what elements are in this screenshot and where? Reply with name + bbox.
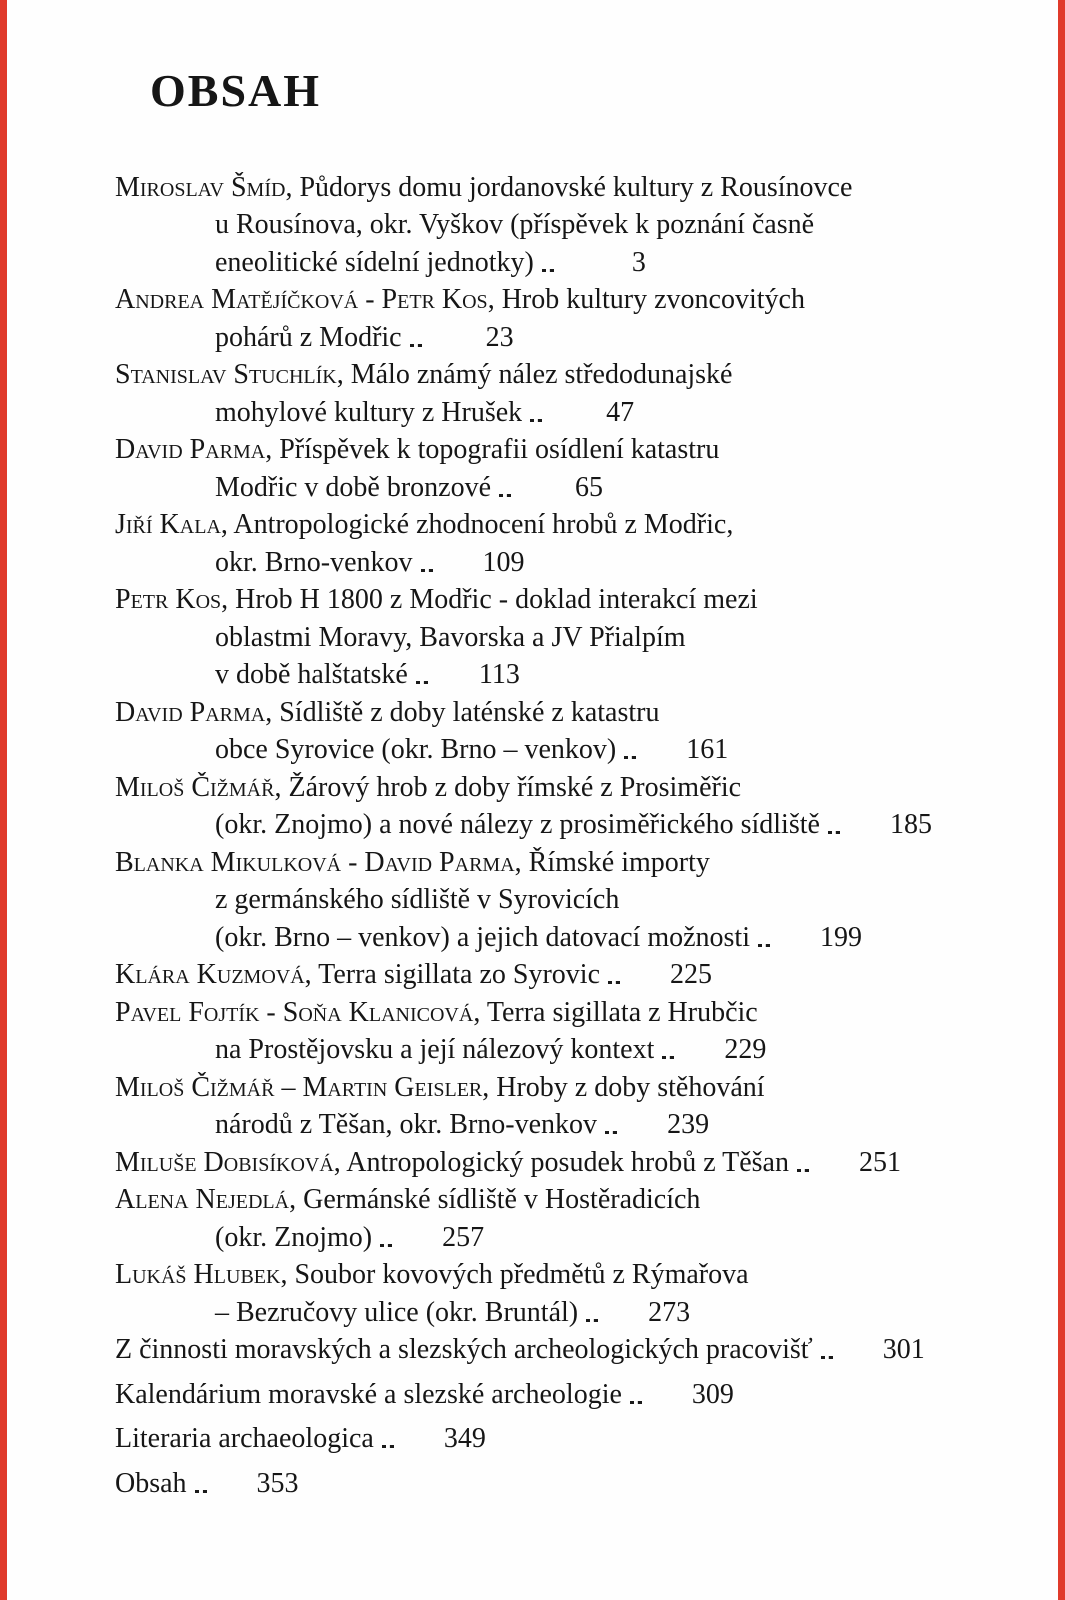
toc-line <box>115 879 963 917</box>
title-text: – Bezručovy ulice (okr. Bruntál) <box>215 1296 579 1328</box>
page-number: 229 <box>724 1034 767 1065</box>
author-name: Miroslav Šmíd <box>115 171 286 203</box>
title-text: , Hrob kultury zvoncovitých <box>487 284 805 315</box>
page-number: 239 <box>667 1109 710 1140</box>
title-text: (okr. Brno – venkov) a jejich datovací možnosti <box>215 921 750 953</box>
toc-line <box>115 204 963 242</box>
page-number: 309 <box>691 1378 734 1410</box>
toc-line-text <box>115 659 408 691</box>
toc-entry <box>115 1418 963 1456</box>
dot-leader <box>499 494 511 497</box>
toc-entry <box>115 429 963 504</box>
toc-line-text <box>115 997 758 1029</box>
title-text: u Rousínova, okr. Vyškov (příspěvek k poznání časně <box>215 209 815 240</box>
title-text: , Antropologické zhodnocení hrobů z Modřic, <box>220 509 734 540</box>
author-name: Andrea Matějíčková - Petr Kos <box>115 284 488 315</box>
toc-line-text <box>115 1222 372 1254</box>
toc-line-text <box>115 959 600 991</box>
toc-line <box>115 1179 963 1217</box>
toc-line-text <box>115 884 619 916</box>
dot-leader <box>828 831 840 834</box>
title-text: Modřic v době bronzové <box>215 471 492 503</box>
dot-leader <box>586 1319 598 1322</box>
toc-line <box>115 691 963 729</box>
toc-entry <box>115 841 963 954</box>
toc-line <box>115 316 963 354</box>
toc-entry <box>115 504 963 579</box>
toc-line-text <box>115 434 719 466</box>
dot-leader <box>542 269 554 272</box>
page-title: OBSAH <box>150 65 322 116</box>
dot-leader <box>608 981 620 984</box>
toc-line <box>115 1104 963 1142</box>
author-name: David Parma <box>115 696 266 728</box>
title-text: , Málo známý nález středodunajské <box>336 359 733 390</box>
toc-line-text <box>115 1184 700 1216</box>
toc-line-text <box>115 1147 789 1179</box>
page-number: 185 <box>889 809 932 840</box>
toc-entry <box>115 354 963 429</box>
toc-line <box>115 654 963 692</box>
title-text: , Hroby z doby stěhování <box>482 1071 765 1103</box>
toc-line <box>115 729 963 767</box>
toc-line-text <box>115 1297 578 1329</box>
dot-leader <box>380 1244 392 1247</box>
title-text: , Sídliště z doby laténské z katastru <box>265 696 660 728</box>
title-text: na Prostějovsku a její nálezový kontext <box>215 1034 655 1065</box>
title-text: oblastmi Moravy, Bavorska a JV Přialpím <box>215 621 686 653</box>
dot-leader <box>758 944 770 947</box>
toc-line <box>115 1291 963 1329</box>
toc-line <box>115 166 963 204</box>
toc-entry <box>115 166 963 279</box>
title-text: v době halštatské <box>215 659 408 690</box>
author-name: Klára Kuzmová <box>115 959 305 990</box>
toc-line <box>115 1254 963 1292</box>
title-text: , Germánské sídliště v Hostěradicích <box>289 1184 701 1215</box>
page-number: 273 <box>648 1296 691 1328</box>
page-number: 3 <box>631 246 646 278</box>
author-name: Alena Nejedlá <box>115 1184 290 1215</box>
author-name: Jiří Kala <box>115 509 221 540</box>
toc-line-text <box>115 847 710 879</box>
toc-line <box>115 766 963 804</box>
toc-line <box>115 1418 963 1456</box>
page-number: 251 <box>858 1146 901 1178</box>
page-number: 225 <box>670 959 712 990</box>
toc-line-text <box>115 397 522 429</box>
title-text: , Římské importy <box>514 846 710 878</box>
toc-line-text <box>115 1379 622 1411</box>
toc-line-text <box>115 697 659 729</box>
toc-entry <box>115 691 963 766</box>
title-text: eneolitické sídelní jednotky) <box>215 246 534 278</box>
toc-line <box>115 579 963 617</box>
toc-line <box>115 354 963 392</box>
title-text: , Příspěvek k topografii osídlení katastru <box>265 434 720 465</box>
dot-leader <box>410 344 422 347</box>
title-text: Obsah <box>115 1467 187 1499</box>
author-name: Petr Kos <box>115 584 222 615</box>
title-text: , Terra sigillata z Hrubčic <box>473 996 758 1028</box>
author-name: David Parma <box>115 434 266 465</box>
toc-line-text <box>115 1334 813 1366</box>
toc-line <box>115 991 963 1029</box>
author-name: Stanislav Stuchlík <box>115 359 337 390</box>
toc-entry <box>115 1254 963 1329</box>
title-text: (okr. Znojmo) <box>215 1221 373 1253</box>
dot-leader <box>421 569 433 572</box>
title-text: (okr. Znojmo) a nové nálezy z prosiměřického sídliště <box>215 809 820 840</box>
dot-leader <box>605 1131 617 1134</box>
title-text: , Půdorys domu jordanovské kultury z Rousínovce <box>285 171 853 203</box>
title-text: , Antropologický posudek hrobů z Těšan <box>333 1146 789 1178</box>
toc-line-text <box>115 734 616 766</box>
toc-entry <box>115 766 963 841</box>
toc-line-text <box>115 1034 654 1066</box>
toc-line <box>115 841 963 879</box>
toc-line <box>115 1066 963 1104</box>
page-number: 109 <box>482 546 525 578</box>
title-text: , Hrob H 1800 z Modřic - doklad interakcí mezi <box>221 584 758 615</box>
title-text: pohárů z Modřic <box>215 321 402 353</box>
toc-line <box>115 466 963 504</box>
toc-entry <box>115 991 963 1066</box>
toc-line <box>115 1329 963 1367</box>
toc-line <box>115 1462 963 1500</box>
author-name: Miluše Dobisíková <box>115 1146 334 1178</box>
dot-leader <box>530 419 542 422</box>
page-number: 257 <box>442 1221 485 1253</box>
toc-entry <box>115 1066 963 1141</box>
toc-line <box>115 804 963 842</box>
toc-line-text <box>115 209 814 241</box>
toc-line <box>115 1216 963 1254</box>
toc-line-text <box>115 359 732 391</box>
toc-line-text <box>115 322 402 354</box>
toc-entry <box>115 954 963 992</box>
toc-list <box>115 166 963 1500</box>
toc-line <box>115 916 963 954</box>
author-name: Lukáš Hlubek <box>115 1259 281 1290</box>
title-text: obce Syrovice (okr. Brno – venkov) <box>215 734 617 765</box>
dot-leader <box>630 1401 642 1404</box>
toc-entry <box>115 1179 963 1254</box>
page-number: 65 <box>575 471 604 503</box>
toc-line-text <box>115 284 805 316</box>
dot-leader <box>821 1356 833 1359</box>
toc-entry <box>115 1141 963 1179</box>
toc-line-text <box>115 172 852 204</box>
title-text: národů z Těšan, okr. Brno-venkov <box>215 1109 598 1140</box>
page-number: 353 <box>256 1467 299 1499</box>
page-number: 113 <box>478 659 520 690</box>
toc-line-text <box>115 547 413 579</box>
toc-line <box>115 391 963 429</box>
page-number: 23 <box>485 321 514 353</box>
book-edge-right <box>1058 0 1065 1600</box>
toc-entry <box>115 279 963 354</box>
toc-line <box>115 616 963 654</box>
toc-line <box>115 241 963 279</box>
toc-line-text <box>115 1423 374 1455</box>
page-number: 349 <box>443 1423 486 1454</box>
toc-line <box>115 1141 963 1179</box>
title-text: mohylové kultury z Hrušek <box>215 396 523 428</box>
toc-line-text <box>115 1072 765 1104</box>
page-number: 301 <box>882 1334 925 1365</box>
toc-line-text <box>115 622 686 654</box>
title-text: , Terra sigillata zo Syrovic <box>304 959 600 990</box>
toc-entry <box>115 1462 963 1500</box>
toc-line-text <box>115 509 733 541</box>
toc-entry <box>115 1329 963 1367</box>
toc-line-text <box>115 1259 749 1291</box>
page-number: 47 <box>606 396 635 428</box>
toc-line-text <box>115 772 741 804</box>
title-text: , Žárový hrob z doby římské z Prosiměřic <box>274 771 742 803</box>
title-text: , Soubor kovových předmětů z Rýmařova <box>280 1259 749 1290</box>
toc-line-text <box>115 247 534 279</box>
toc-line-text <box>115 1468 187 1500</box>
dot-leader <box>195 1490 207 1493</box>
title-text: okr. Brno-venkov <box>215 546 413 578</box>
toc-line-text <box>115 584 758 616</box>
toc-entry <box>115 579 963 692</box>
page-number: 161 <box>686 734 729 765</box>
author-name: Miloš Čižmář <box>115 771 275 803</box>
dot-leader <box>382 1445 394 1448</box>
dot-leader <box>662 1056 674 1059</box>
dot-leader <box>416 681 428 684</box>
toc-line <box>115 541 963 579</box>
toc-line <box>115 504 963 542</box>
toc-line-text <box>115 922 750 954</box>
author-name: Pavel Fojtík - Soňa Klanicová <box>115 996 474 1028</box>
toc-line <box>115 1373 963 1411</box>
toc-line <box>115 954 963 992</box>
toc-line <box>115 279 963 317</box>
dot-leader <box>797 1169 809 1172</box>
page-number: 199 <box>819 921 862 953</box>
title-text: Kalendárium moravské a slezské archeologie <box>115 1378 622 1410</box>
title-text: Literaria archaeologica <box>115 1423 374 1454</box>
book-edge-left <box>0 0 7 1600</box>
author-name: Blanka Mikulková - David Parma <box>115 846 515 878</box>
toc-line-text <box>115 1109 597 1141</box>
toc-line <box>115 1029 963 1067</box>
title-text: z germánského sídliště v Syrovicích <box>215 884 620 915</box>
author-name: Miloš Čižmář – Martin Geisler <box>115 1071 483 1103</box>
toc-line-text <box>115 472 491 504</box>
toc-line-text <box>115 809 820 841</box>
title-text: Z činnosti moravských a slezských archeologických pracovišť <box>115 1334 813 1365</box>
toc-line <box>115 429 963 467</box>
toc-entry <box>115 1373 963 1411</box>
dot-leader <box>624 756 636 759</box>
